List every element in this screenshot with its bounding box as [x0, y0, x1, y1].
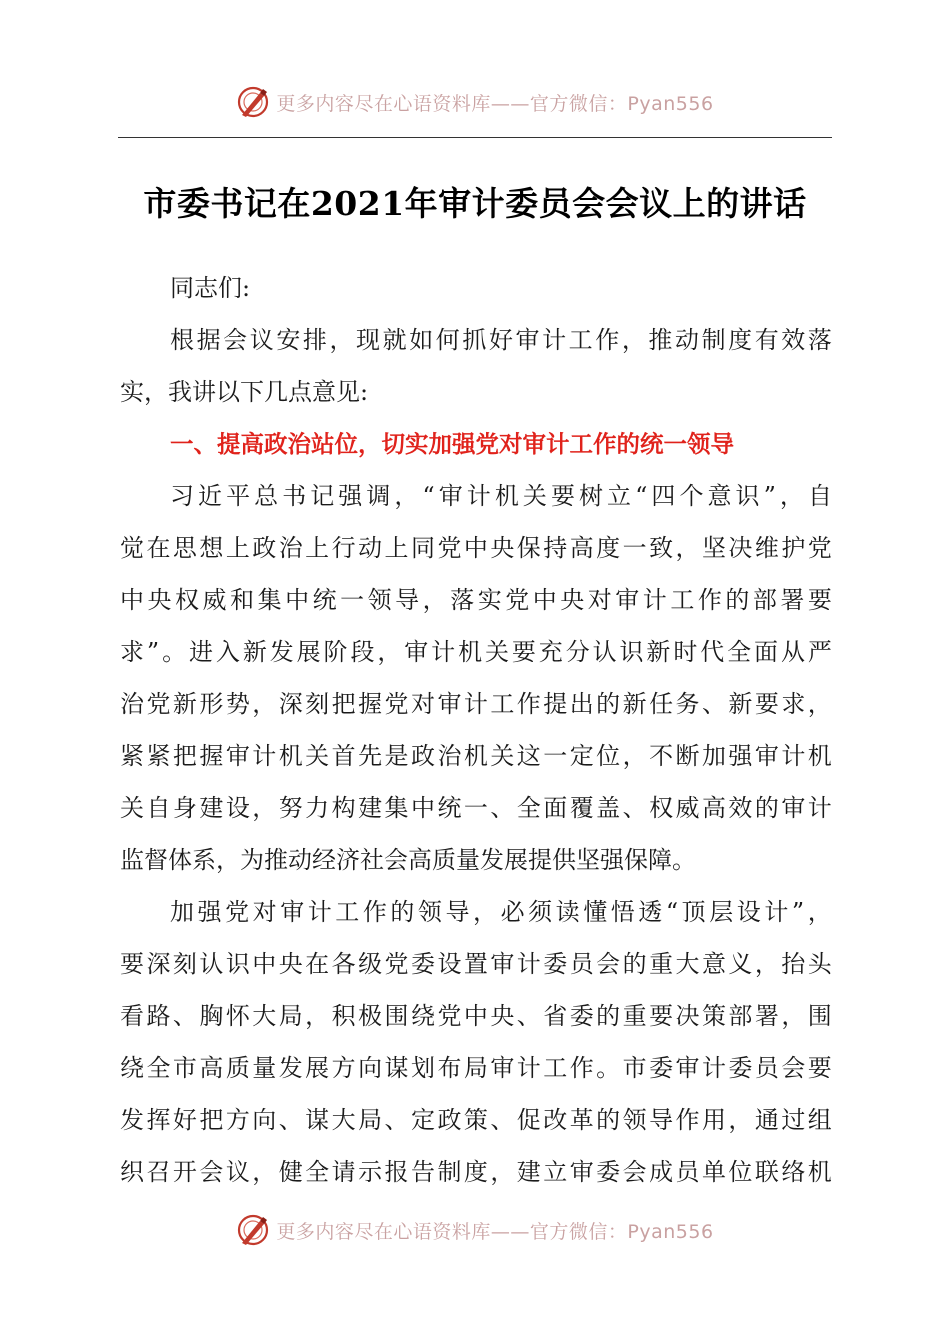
body-line: 中 央 权 威 和 集 中 统 一 领 导 ， 落 实 党 中 央 对 审 计 工 作 的 部 署 要 [120, 586, 832, 614]
body-line: 同志们: [170, 274, 251, 302]
body-line: 发 挥 好 把 方 向 、 谋 大 局 、 定 政 策 、 促 改 革 的 领 导 作 用 ， 通 过 组 [120, 1106, 832, 1134]
body-line: 习 近 平 总 书 记 强 调 ， “ 审 计 机 关 要 树 立 “ 四 个 意 识 ” ， 自 [170, 482, 832, 510]
pen-logo-icon [236, 85, 270, 119]
body-line: 要 深 刻 认 识 中 央 在 各 级 党 委 设 置 审 计 委 员 会 的 重 大 意 义 ， 抬 头 [120, 950, 832, 978]
body-line: 求 ” 。 进 入 新 发 展 阶 段 ， 审 计 机 关 要 充 分 认 识 新 时 代 全 面 从 严 [120, 638, 832, 666]
footer-watermark [0, 1210, 950, 1250]
body-line: 加 强 党 对 审 计 工 作 的 领 导 ， 必 须 读 懂 悟 透 “ 顶 层 设 计 ” ， [170, 898, 832, 926]
section-heading: 一、提高政治站位，切实加强党对审计工作的统一领导 [170, 430, 734, 458]
pen-logo-icon [236, 1213, 270, 1247]
watermark-text: 更多内容尽在心语资料库——官方微信：Pyan556 [276, 92, 714, 115]
body-line: 绕 全 市 高 质 量 发 展 方 向 谋 划 布 局 审 计 工 作 。 市 委 审 计 委 员 会 要 [120, 1054, 832, 1082]
body-line: 实，我讲以下几点意见: [120, 378, 369, 406]
body-line: 看 路 、 胸 怀 大 局 ， 积 极 围 绕 党 中 央 、 省 委 的 重 要 决 策 部 署 ， 围 [120, 1002, 832, 1030]
body-line: 监督体系，为推动经济社会高质量发展提供坚强保障。 [120, 846, 696, 874]
watermark-text: 更多内容尽在心语资料库——官方微信：Pyan556 [276, 1220, 714, 1243]
header-divider [118, 137, 832, 138]
watermark-wechat-id: Pyan556 [627, 92, 714, 115]
body-line: 关 自 身 建 设 ， 努 力 构 建 集 中 统 一 、 全 面 覆 盖 、 权 威 高 效 的 审 计 [120, 794, 832, 822]
body-line: 觉 在 思 想 上 政 治 上 行 动 上 同 党 中 央 保 持 高 度 一 致 ， 坚 决 维 护 党 [120, 534, 832, 562]
document-body [120, 262, 832, 1198]
header-watermark [0, 82, 950, 122]
body-line: 紧 紧 把 握 审 计 机 关 首 先 是 政 治 机 关 这 一 定 位 ， 不 断 加 强 审 计 机 [120, 742, 832, 770]
body-line: 根 据 会 议 安 排 ， 现 就 如 何 抓 好 审 计 工 作 ， 推 动 制 度 有 效 落 [170, 326, 832, 354]
document-title: 市委书记在2021年审计委员会会议上的讲话 [143, 184, 807, 223]
body-line: 治 党 新 形 势 ， 深 刻 把 握 党 对 审 计 工 作 提 出 的 新 任 务 、 新 要 求 ， [120, 690, 832, 718]
body-line: 织 召 开 会 议 ， 健 全 请 示 报 告 制 度 ， 建 立 审 委 会 成 员 单 位 联 络 机 [120, 1158, 832, 1186]
watermark-wechat-id: Pyan556 [627, 1220, 714, 1243]
